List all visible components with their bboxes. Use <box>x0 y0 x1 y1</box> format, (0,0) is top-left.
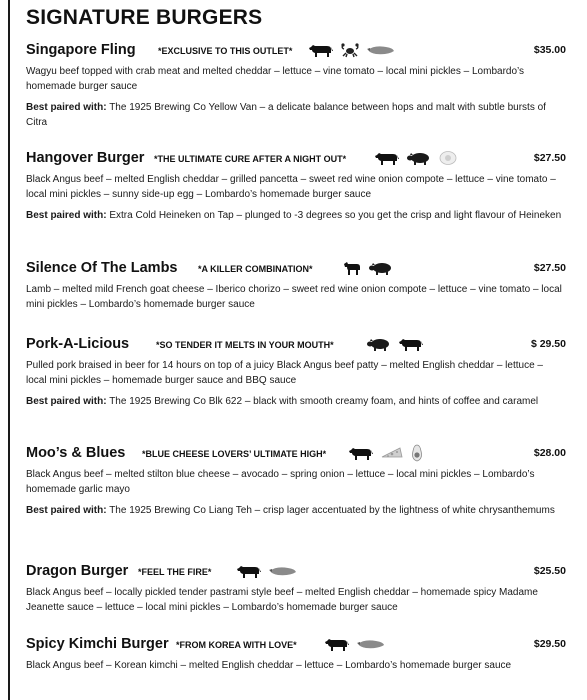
burger-description: Black Angus beef – locally pickled tender pastrami style beef – melted English cheddar – homemade spicy Madame Jeanette sauce – lettuce – local mini pickles – Lombardo’s homemade burger sauce <box>26 587 538 613</box>
cow-icon <box>324 636 350 657</box>
burger-name: Silence Of The Lambs <box>26 260 178 276</box>
menu-item-header <box>26 563 566 585</box>
burger-price: $35.00 <box>533 44 566 56</box>
burger-name: Singapore Fling <box>26 42 136 58</box>
burger-tagline: *EXCLUSIVE TO THIS OUTLET* <box>158 46 293 56</box>
burger-tagline: *BLUE CHEESE LOVERS’ ULTIMATE HIGH* <box>142 449 327 459</box>
pig-icon <box>366 336 392 357</box>
menu-item-header <box>26 150 566 172</box>
burger-tagline: *A KILLER COMBINATION* <box>198 264 313 274</box>
menu-item-header <box>26 42 566 64</box>
burger-description: Pulled pork braised in beer for 14 hours on top of a juicy Black Angus beef patty – melted English cheddar – lettuce – local mini pickles – homemade burger sauce and BBQ sauce <box>26 360 543 386</box>
burger-tagline: *SO TENDER IT MELTS IN YOUR MOUTH* <box>156 340 334 350</box>
burger-price: $27.50 <box>533 152 566 164</box>
avocado-icon <box>410 444 424 467</box>
cow-icon <box>236 563 262 584</box>
burger-name: Hangover Burger <box>26 150 145 166</box>
lamb-icon <box>342 260 362 281</box>
cow-icon <box>308 42 334 63</box>
burger-description: Wagyu beef topped with crab meat and melted cheddar – lettuce – vine tomato – local mini pickles – Lombardo’s homemade burger sauce <box>26 66 525 92</box>
chili-icon <box>268 563 298 584</box>
menu-item-header <box>26 260 566 282</box>
cheese-icon <box>380 445 404 466</box>
pairing-text: The 1925 Brewing Co Blk 622 – black with smooth creamy foam, and hints of coffee and caramel <box>109 396 539 407</box>
burger-price: $27.50 <box>533 262 566 274</box>
pairing-text: Extra Cold Heineken on Tap – plunged to -3 degrees so you get the crisp and light flavour of Heineken <box>109 210 562 221</box>
menu-item-header <box>26 336 566 358</box>
burger-price: $28.00 <box>533 447 566 459</box>
menu-item <box>26 445 566 518</box>
pairing-label: Best paired with: <box>26 102 107 113</box>
pairing-label: Best paired with: <box>26 505 107 516</box>
menu-item <box>26 42 566 130</box>
pig-icon <box>368 260 394 281</box>
ingredient-icons <box>236 563 298 583</box>
burger-tagline: *FROM KOREA WITH LOVE* <box>176 640 297 650</box>
menu-item <box>26 636 566 673</box>
ingredient-icons <box>342 260 394 280</box>
page-left-border <box>8 0 10 700</box>
ingredient-icons <box>348 445 424 465</box>
beer-pairing <box>26 394 566 409</box>
pairing-label: Best paired with: <box>26 210 107 221</box>
burger-price: $25.50 <box>533 565 566 577</box>
chili-icon <box>356 636 386 657</box>
ingredient-icons <box>366 336 424 356</box>
pairing-text: The 1925 Brewing Co Liang Teh – crisp lager accentuated by the lightness of white chrysanthemums <box>109 505 555 516</box>
burger-price: $ 29.50 <box>530 338 566 350</box>
menu-item <box>26 150 566 223</box>
burger-name: Moo’s & Blues <box>26 445 126 461</box>
menu-item-header <box>26 636 566 658</box>
section-title: SIGNATURE BURGERS <box>26 6 263 29</box>
ingredient-icons <box>374 150 458 170</box>
beer-pairing <box>26 503 566 518</box>
burger-name: Pork-A-Licious <box>26 336 130 352</box>
menu-item-header <box>26 445 566 467</box>
burger-price: $29.50 <box>533 638 566 650</box>
menu-item <box>26 336 566 409</box>
cow-icon <box>398 336 424 357</box>
ingredient-icons <box>324 636 386 656</box>
beer-pairing <box>26 100 566 130</box>
beer-pairing <box>26 208 566 223</box>
ingredient-icons <box>308 42 396 62</box>
egg-icon <box>438 150 458 171</box>
menu-item <box>26 563 566 615</box>
menu-item <box>26 260 566 312</box>
cow-icon <box>374 150 400 171</box>
burger-tagline: *THE ULTIMATE CURE AFTER A NIGHT OUT* <box>154 154 347 164</box>
burger-tagline: *FEEL THE FIRE* <box>138 567 212 577</box>
burger-description: Black Angus beef – melted stilton blue cheese – avocado – spring onion – lettuce – local mini pickles – Lombardo’s homemade garlic mayo <box>26 469 535 495</box>
burger-description: Black Angus beef – melted English cheddar – grilled pancetta – sweet red wine onion compote – lettuce – vine tomato – local mini pickles – sunny side-up egg – Lombardo’s homemade burger sauce <box>26 174 556 200</box>
pairing-label: Best paired with: <box>26 396 107 407</box>
burger-description: Lamb – melted mild French goat cheese – Iberico chorizo – sweet red wine onion compote – lettuce – vine tomato – local mini pickles – Lombardo’s homemade burger sauce <box>26 284 562 310</box>
burger-description: Black Angus beef – Korean kimchi – melted English cheddar – lettuce – Lombardo’s homemade burger sauce <box>26 660 512 671</box>
chili-icon <box>366 42 396 63</box>
pairing-text: The 1925 Brewing Co Yellow Van – a delicate balance between hops and malt with subtle bursts of Citra <box>26 102 546 128</box>
burger-name: Spicy Kimchi Burger <box>26 636 169 652</box>
cow-icon <box>348 445 374 466</box>
crab-icon <box>340 42 360 63</box>
burger-name: Dragon Burger <box>26 563 129 579</box>
pig-icon <box>406 150 432 171</box>
